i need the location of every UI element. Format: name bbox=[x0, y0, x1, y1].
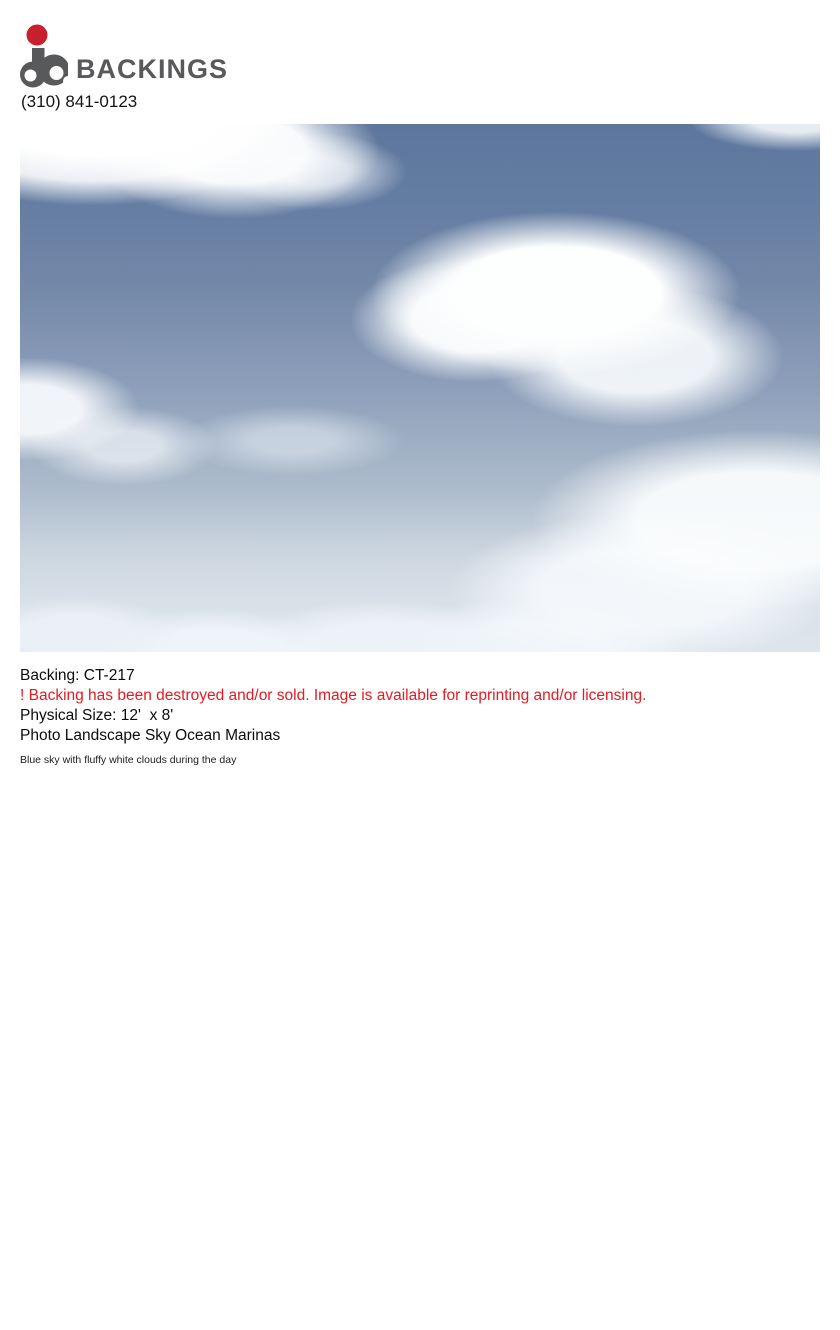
jc-logo-mark-icon bbox=[20, 24, 68, 88]
phone-number: (310) 841-0123 bbox=[21, 92, 138, 111]
physical-size: Physical Size: 12' x 8' bbox=[20, 707, 174, 724]
category-keywords: Photo Landscape Sky Ocean Marinas bbox=[20, 727, 281, 744]
jc-backings-logo[interactable] bbox=[20, 24, 228, 88]
status-notice: ! Backing has been destroyed and/or sold. Image is available for reprinting and/or licensing. bbox=[20, 687, 647, 704]
brand-wordmark: BACKINGS bbox=[76, 54, 229, 84]
backing-details bbox=[20, 666, 820, 766]
header bbox=[0, 0, 840, 124]
backing-id: Backing: CT-217 bbox=[20, 667, 135, 684]
backing-photo bbox=[20, 124, 820, 652]
photo-description: Blue sky with fluffy white clouds during the day bbox=[20, 754, 237, 766]
